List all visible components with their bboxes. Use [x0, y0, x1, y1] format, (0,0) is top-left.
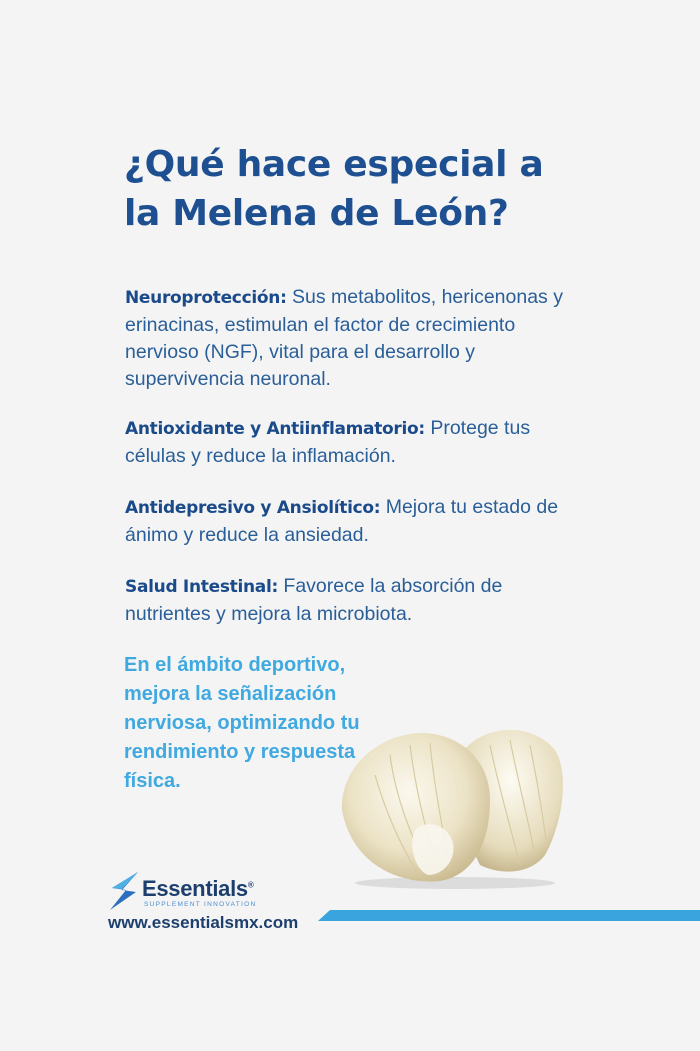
- benefit-antidepressant: [125, 494, 585, 549]
- brand-name-text: Essentials: [142, 876, 248, 901]
- accent-stripe: [318, 910, 700, 921]
- benefit-term: Salud Intestinal:: [125, 577, 278, 597]
- benefit-text: Mejora tu estado de ánimo y reduce la ansiedad.: [125, 496, 559, 546]
- brand-name: [142, 876, 253, 902]
- benefit-term: Antioxidante y Antiinflamatorio:: [125, 419, 425, 439]
- registered-mark: ®: [247, 880, 254, 890]
- lions-mane-mushroom-image: [330, 715, 570, 890]
- essentials-logo: [108, 872, 288, 912]
- benefit-text: Sus metabolitos, hericenonas y erinacinas, estimulan el factor de crecimiento nervioso (NGF), vital para el desarrollo y supervivencia neuronal.: [125, 286, 563, 390]
- page-title: [124, 140, 644, 238]
- benefit-antioxidant: [125, 415, 585, 470]
- title-line-2: la Melena de León?: [124, 193, 509, 234]
- benefit-term: Antidepresivo y Ansiolítico:: [125, 498, 381, 518]
- essentials-s-logo-icon: [108, 872, 140, 910]
- benefit-text: Protege tus células y reduce la inflamación.: [125, 417, 531, 467]
- title-line-1: ¿Qué hace especial a: [124, 144, 544, 185]
- benefit-term: Neuroprotección:: [125, 288, 287, 308]
- benefit-neuroprotection: [125, 284, 585, 393]
- benefit-gut-health: [125, 573, 585, 628]
- sports-highlight: En el ámbito deportivo, mejora la señalización nerviosa, optimizando tu rendimiento y respuesta física.: [124, 654, 360, 792]
- website-link[interactable]: www.essentialsmx.com: [108, 913, 299, 932]
- benefit-text: Favorece la absorción de nutrientes y mejora la microbiota.: [125, 575, 503, 625]
- brand-tagline: SUPPLEMENT INNOVATION: [144, 901, 257, 908]
